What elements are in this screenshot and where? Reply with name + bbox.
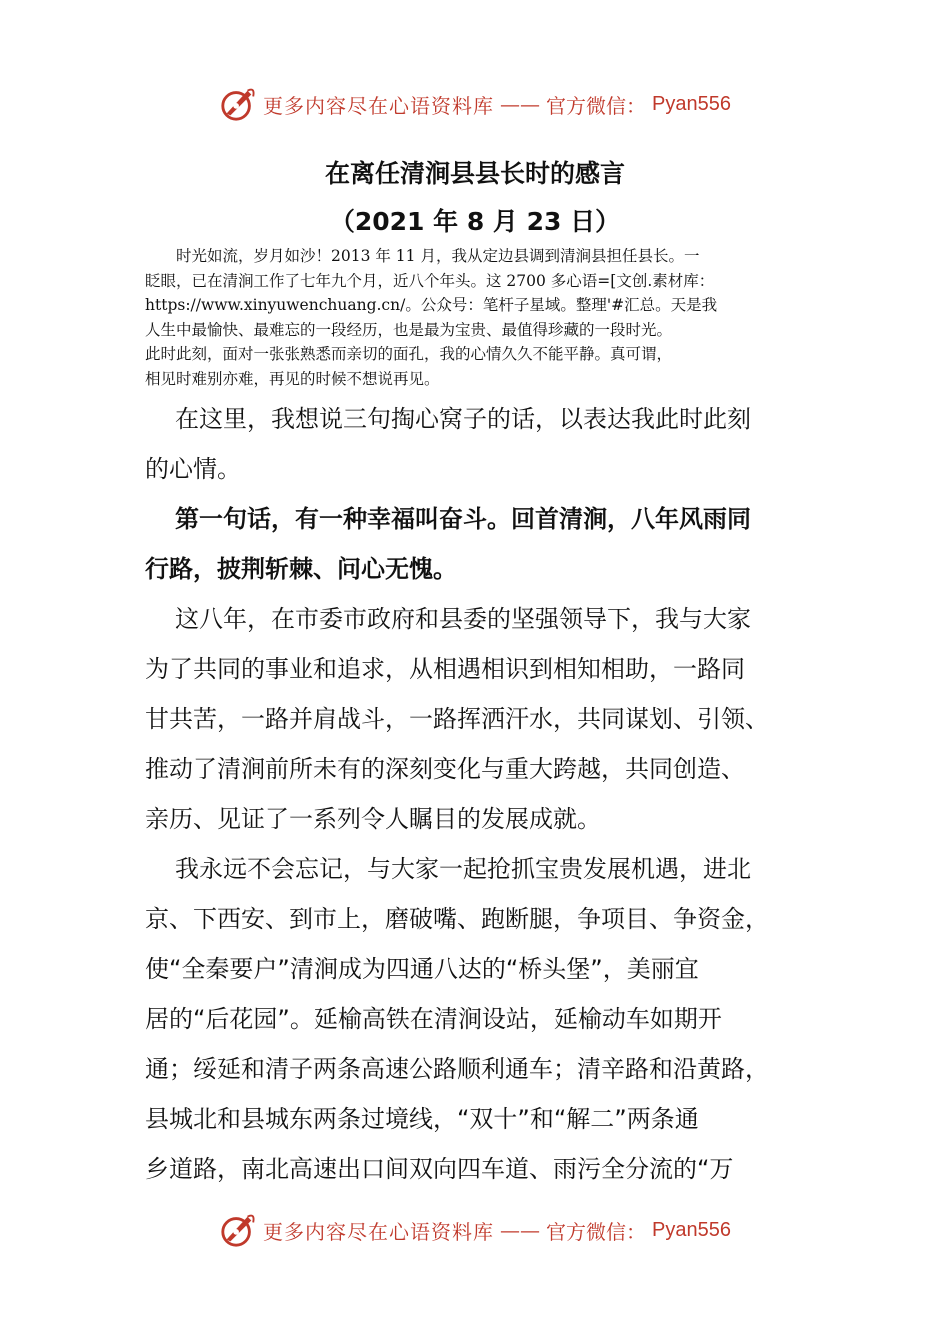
body-line: 的心情。: [145, 455, 241, 483]
body-line: 亲历、见证了一系列令人瞩目的发展成就。: [145, 805, 601, 833]
body-line: 县城北和县城东两条过境线，“双十”和“解二”两条通: [145, 1105, 699, 1133]
heading-line: 第一句话，有一种幸福叫奋斗。回首清涧，八年风雨同: [175, 505, 751, 533]
body-line: 我永远不会忘记，与大家一起抢抓宝贵发展机遇，进北: [175, 855, 751, 883]
watermark-label: 官方微信：: [546, 1219, 647, 1244]
intro-line: 人生中最愉快、最难忘的一段经历，也是最为宝贵、最值得珍藏的一段时光。: [145, 320, 673, 339]
watermark-separator: ——: [500, 1218, 541, 1242]
watermark-wechat-id: Pyan556: [652, 92, 731, 115]
document-body: [145, 394, 813, 1194]
body-line: 在这里，我想说三句掏心窝子的话，以表达我此时此刻: [175, 405, 751, 433]
heading-line: 行路，披荆斩棘、问心无愧。: [145, 555, 457, 583]
body-line: 乡道路，南北高速出口间双向四车道、雨污全分流的“万: [145, 1155, 734, 1183]
body-line: 京、下西安、到市上，磨破嘴、跑断腿，争项目、争资金，: [145, 905, 769, 933]
body-line: 这八年，在市委市政府和县委的坚强领导下，我与大家: [175, 605, 751, 633]
body-paragraph: [145, 594, 813, 844]
intro-line: 此时此刻，面对一张张熟悉而亲切的面孔，我的心情久久不能平静。真可谓，: [145, 345, 673, 363]
document-date: （2021 年 8 月 23 日）: [329, 207, 621, 236]
quill-logo-icon: [219, 85, 257, 123]
watermark-text: 更多内容尽在心语资料库: [263, 1219, 495, 1244]
header-watermark: [0, 84, 950, 124]
body-line: 使“全秦要户”清涧成为四通八达的“桥头堡”，美丽宜: [145, 955, 699, 983]
body-line: 甘共苦，一路并肩战斗，一路挥洒汗水，共同谋划、引领、: [145, 705, 769, 733]
footer-watermark: [0, 1210, 950, 1250]
intro-line: 相见时难别亦难，再见的时候不想说再见。: [145, 369, 440, 388]
intro-paragraph: [145, 244, 813, 391]
body-line: 为了共同的事业和追求，从相遇相识到相知相助，一路同: [145, 655, 745, 683]
body-paragraph: [145, 844, 813, 1194]
body-line: 通；绥延和清子两条高速公路顺利通车；清辛路和沿黄路，: [145, 1055, 769, 1083]
watermark-text: 更多内容尽在心语资料库: [263, 93, 495, 118]
watermark-wechat-id: Pyan556: [652, 1218, 731, 1241]
watermark-separator: ——: [500, 92, 541, 116]
intro-line: 时光如流，岁月如沙！2013 年 11 月，我从定边县调到清涧县担任县长。一: [176, 247, 700, 265]
document-title: 在离任清涧县县长时的感言: [324, 159, 625, 188]
watermark-label: 官方微信：: [546, 93, 647, 118]
intro-line: https://www.xinyuwenchuang.cn/。公众号：笔杆子星域。整理'#汇总。天是我: [145, 296, 718, 314]
body-line: 推动了清涧前所未有的深刻变化与重大跨越，共同创造、: [145, 755, 745, 783]
body-paragraph: [145, 394, 813, 494]
intro-line: 眨眼，已在清涧工作了七年九个月，近八个年头。这 2700 多心语=[文创.素材库：: [145, 271, 715, 290]
body-line: 居的“后花园”。延榆高铁在清涧设站，延榆动车如期开: [145, 1005, 722, 1033]
quill-logo-icon: [219, 1211, 257, 1249]
section-heading: [145, 494, 813, 594]
